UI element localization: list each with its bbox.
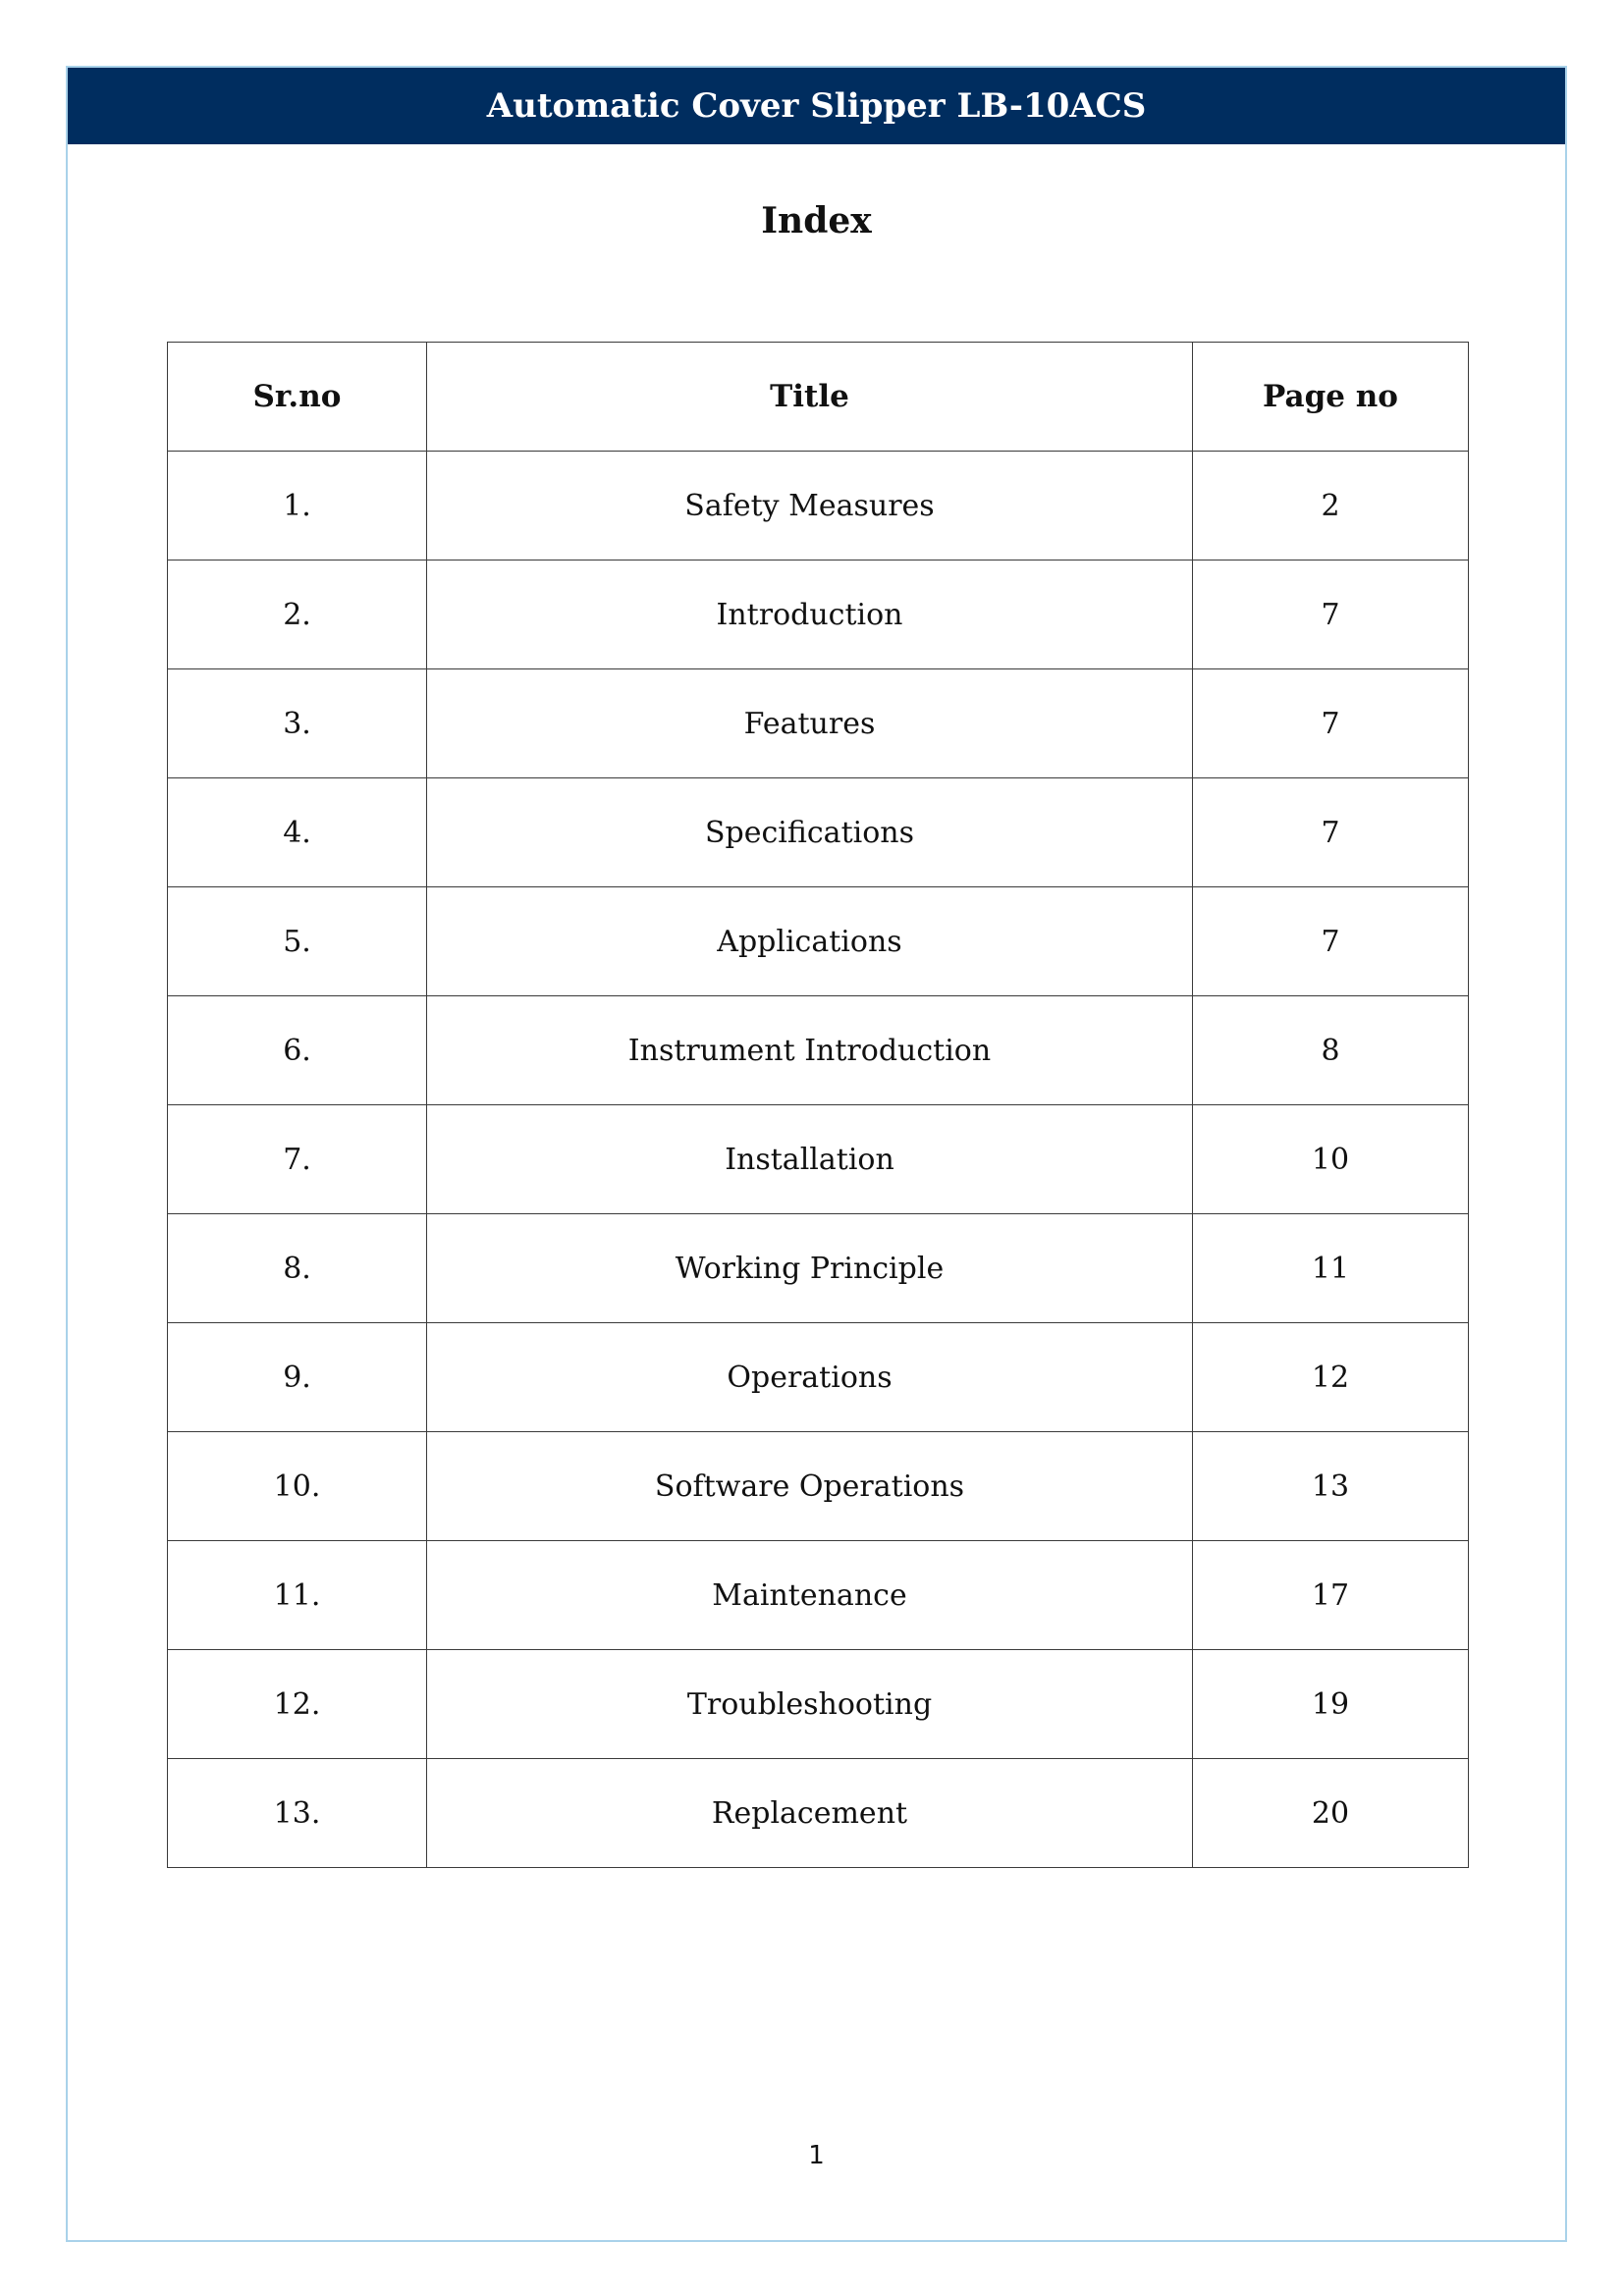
page-no-cell: 17 xyxy=(1193,1541,1469,1650)
sr-no-cell: 11. xyxy=(168,1541,427,1650)
sr-no-cell: 7. xyxy=(168,1105,427,1214)
sr-no-cell: 3. xyxy=(168,669,427,778)
table-header-row xyxy=(168,343,1469,452)
table-row xyxy=(168,887,1469,996)
title-cell: Specifications xyxy=(427,778,1193,887)
sr-no-cell: 10. xyxy=(168,1432,427,1541)
sr-no-cell: 9. xyxy=(168,1323,427,1432)
table-row xyxy=(168,778,1469,887)
title-cell: Software Operations xyxy=(427,1432,1193,1541)
sr-no-cell: 2. xyxy=(168,561,427,669)
table-row xyxy=(168,996,1469,1105)
title-cell: Replacement xyxy=(427,1759,1193,1868)
index-heading: Index xyxy=(761,200,872,241)
sr-no-cell: 1. xyxy=(168,452,427,561)
table-row xyxy=(168,1759,1469,1868)
title-cell: Instrument Introduction xyxy=(427,996,1193,1105)
page-frame xyxy=(66,66,1567,2242)
page-no-cell: 8 xyxy=(1193,996,1469,1105)
title-cell: Operations xyxy=(427,1323,1193,1432)
page-no-cell: 11 xyxy=(1193,1214,1469,1323)
table-row xyxy=(168,452,1469,561)
sr-no-cell: 5. xyxy=(168,887,427,996)
page-no-cell: 10 xyxy=(1193,1105,1469,1214)
page-no-cell: 7 xyxy=(1193,561,1469,669)
page-no-cell: 7 xyxy=(1193,669,1469,778)
document-title: Automatic Cover Slipper LB-10ACS xyxy=(486,86,1147,126)
title-cell: Installation xyxy=(427,1105,1193,1214)
table-row xyxy=(168,1432,1469,1541)
title-cell: Features xyxy=(427,669,1193,778)
title-cell: Maintenance xyxy=(427,1541,1193,1650)
page-no-cell: 12 xyxy=(1193,1323,1469,1432)
sr-no-cell: 6. xyxy=(168,996,427,1105)
page-no-cell: 7 xyxy=(1193,887,1469,996)
title-cell: Working Principle xyxy=(427,1214,1193,1323)
table-row xyxy=(168,561,1469,669)
page-no-cell: 7 xyxy=(1193,778,1469,887)
sr-no-cell: 12. xyxy=(168,1650,427,1759)
table-body xyxy=(168,452,1469,1868)
sr-no-cell: 4. xyxy=(168,778,427,887)
column-header-sr-no: Sr.no xyxy=(168,343,427,452)
table-row xyxy=(168,669,1469,778)
title-cell: Troubleshooting xyxy=(427,1650,1193,1759)
header-bar xyxy=(68,68,1565,144)
page-number: 1 xyxy=(808,2141,825,2170)
title-cell: Applications xyxy=(427,887,1193,996)
page-no-cell: 13 xyxy=(1193,1432,1469,1541)
table-row xyxy=(168,1323,1469,1432)
page-no-cell: 19 xyxy=(1193,1650,1469,1759)
index-table xyxy=(167,342,1469,1868)
page-no-cell: 20 xyxy=(1193,1759,1469,1868)
sr-no-cell: 13. xyxy=(168,1759,427,1868)
table-row xyxy=(168,1541,1469,1650)
column-header-title: Title xyxy=(427,343,1193,452)
column-header-page-no: Page no xyxy=(1193,343,1469,452)
page-no-cell: 2 xyxy=(1193,452,1469,561)
table-row xyxy=(168,1214,1469,1323)
table-row xyxy=(168,1650,1469,1759)
table-row xyxy=(168,1105,1469,1214)
title-cell: Safety Measures xyxy=(427,452,1193,561)
sr-no-cell: 8. xyxy=(168,1214,427,1323)
title-cell: Introduction xyxy=(427,561,1193,669)
